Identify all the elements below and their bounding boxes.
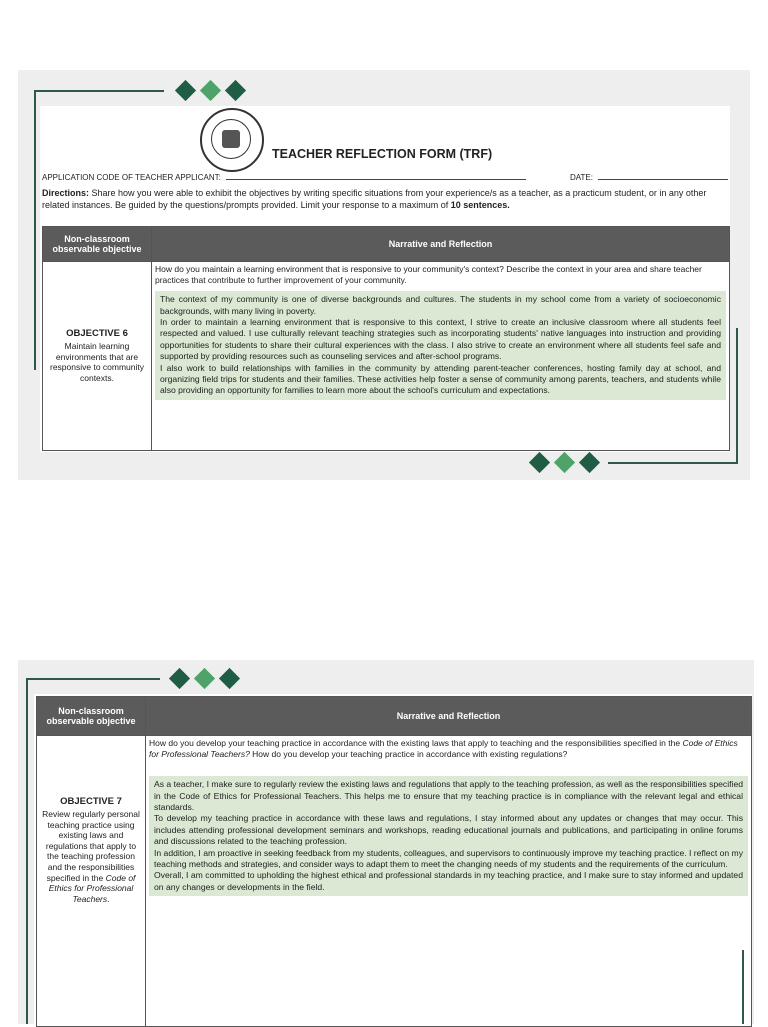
document-sheet <box>40 106 730 452</box>
diamond-ornament-top <box>174 83 247 98</box>
page-preview-1 <box>18 70 750 480</box>
application-code-field: APPLICATION CODE OF TEACHER APPLICANT: <box>42 173 526 182</box>
form-title: TEACHER REFLECTION FORM (TRF) <box>272 147 493 161</box>
frame-top-line <box>26 678 160 680</box>
frame-left-line <box>26 678 28 1024</box>
objective-7: OBJECTIVE 7 Review regularly personal teaching practice using existing laws and regulations that apply to the teaching profession and the responsibilities specified in the Code of Ethics for Professional Teachers. <box>42 796 140 904</box>
frame-left-line <box>34 90 36 370</box>
frame-right-line <box>736 328 738 464</box>
diamond-ornament-bottom <box>528 455 601 470</box>
answer-text[interactable]: As a teacher, I make sure to regularly review the existing laws and regulations that apply to the teaching profession, as well as the responsibilities specified in the Code of Ethics for Professional Teachers. This helps me to ensure that my teaching practice is in compliance with the relevant legal and ethical standards. To develop my teaching practice in accordance with these laws and regulations, I stay informed about any updates or changes that may occur. This includes attending professional development seminars and workshops, reading educational journals and publications, and participating in online forums and discussions related to the teaching profession. In addition, I am proactive in seeking feedback from my students, colleagues, and supervisors to continuously improve my teaching practice. I reflect on my teaching methods and strategies, and consider ways to adapt them to meet the changing needs of my students and the requirements of the curriculum. Overall, I am committed to upholding the highest ethical and professional standards in my teaching practice, and I make sure to stay informed and updated on any changes or developments in the field. <box>149 776 748 896</box>
frame-right-line <box>742 950 744 1024</box>
date-field: DATE: <box>570 173 728 182</box>
date-line <box>598 179 728 180</box>
diamond-icon <box>169 668 190 689</box>
answer-text[interactable]: The context of my community is one of diverse backgrounds and cultures. The students in my school come from a variety of socioeconomic backgrounds, with many living in poverty. In order to maintain a learning environment that is responsive to this context, I strive to create an inclusive classroom where all students feel respected and valued. I use culturally relevant teaching strategies such as incorporating students' native languages into instruction and providing opportunities for students to share their cultural experiences with the class. I also strive to create an environment where all students feel safe and supported by providing resources such as counseling services and after-school programs. I also work to build relationships with families in the community by attending parent-teacher conferences, hosting family day at school, and organizing field trips for students and their families. These activities help foster a sense of community among parents, teachers, and students while also providing an opportunity for families to learn more about the school's curriculum and expectations. <box>155 291 726 400</box>
reflection-table <box>36 696 752 1027</box>
frame-top-line <box>34 90 164 92</box>
diamond-icon <box>200 80 221 101</box>
diamond-icon <box>219 668 240 689</box>
application-code-line <box>226 179 526 180</box>
frame-bottom-line <box>608 462 738 464</box>
diamond-icon <box>529 452 550 473</box>
question-prompt: How do you develop your teaching practice in accordance with the existing laws that apply to teaching and the responsibilities specified in the Code of Ethics for Professional Teachers? How do you develop your teaching practice in accordance with existing regulations? <box>149 738 738 760</box>
objective-6: OBJECTIVE 6 Maintain learning environments that are responsive to community contexts. <box>49 328 144 384</box>
form-header <box>200 108 492 172</box>
diamond-icon <box>194 668 215 689</box>
col-header-objective: Non-classroom observable objective <box>43 227 152 262</box>
diamond-icon <box>175 80 196 101</box>
col-header-narrative: Narrative and Reflection <box>146 697 752 736</box>
diamond-ornament-top <box>168 671 241 686</box>
document-sheet <box>34 694 752 1024</box>
narrative-cell <box>146 736 752 1027</box>
diamond-icon <box>554 452 575 473</box>
question-prompt: How do you maintain a learning environment that is responsive to your community's context? Describe the context in your area and share teacher practices that contribute to further improvement of your community. <box>155 264 702 286</box>
reflection-table <box>42 226 730 451</box>
diamond-icon <box>579 452 600 473</box>
narrative-cell <box>152 262 730 451</box>
directions: Directions: Share how you were able to exhibit the objectives by writing specific situations from your experience/s as a teacher, as a practicum student, or in any other related instances. Be guided by the questions/prompts provided. Limit your response to a maximum of 10 sentences. <box>42 188 707 210</box>
deped-seal-icon <box>200 108 264 172</box>
col-header-objective: Non-classroom observable objective <box>37 697 146 736</box>
page-preview-2 <box>18 660 754 1024</box>
objective-cell <box>43 262 152 451</box>
diamond-icon <box>225 80 246 101</box>
col-header-narrative: Narrative and Reflection <box>152 227 730 262</box>
objective-cell <box>37 736 146 1027</box>
